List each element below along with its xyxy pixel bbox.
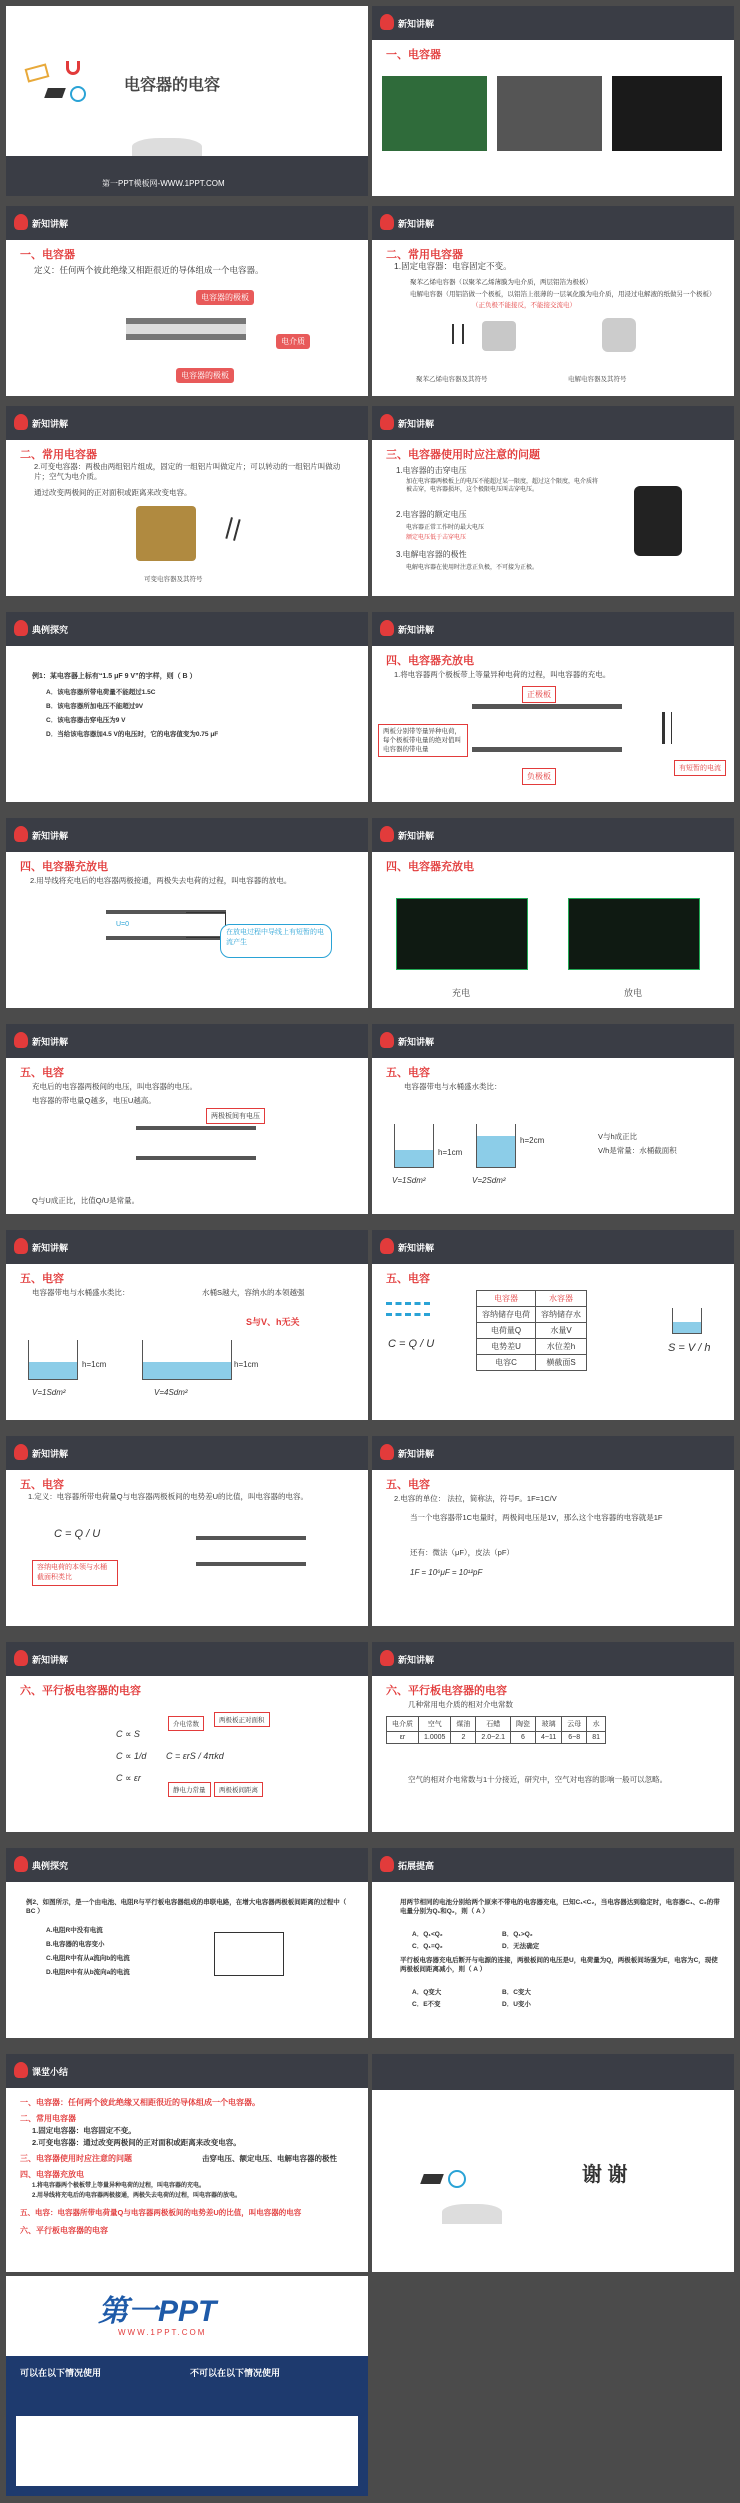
summary-6: 六、平行板电容器的电容 [20,2226,108,2235]
graduation-cap-icon [44,88,66,98]
polystyrene-text: 聚苯乙烯电容器（以聚苯乙烯薄膜为电介质，两层铝箔为极板） [410,279,592,286]
slide-heading: 五、电容 [386,1273,430,1285]
negative-plate-label: 负极板 [522,768,556,785]
section-label: 典例探究 [32,625,69,635]
slide-18[interactable] [372,1642,734,1832]
bulb-icon [14,414,28,430]
section-label: 典例探究 [32,1861,69,1871]
volume-label-2: V=4Sdm² [154,1388,188,1397]
table-row [387,1717,606,1732]
example-question: 例2、如图所示，是一个由电池、电阻R与平行板电容器组成的串联电路，在增大电容器两极板间距离的过程中（ BC ） [26,1899,347,1915]
analogy-text: 电容器带电与水桶盛水类比： [404,1082,502,1091]
parallel-plate-formula: C = εrS / 4πkd [166,1751,224,1761]
slide-13[interactable] [6,1230,368,1420]
label-distance: 两极板间距离 [214,1782,263,1797]
volume-label-1: V=1Sdm² [392,1176,426,1185]
breakdown-voltage-title: 1.电容器的击穿电压 [396,466,467,475]
caption-electrolytic: 电解电容器及其符号 [568,376,627,383]
allowed-title: 可以在以下情况使用 [20,2368,102,2378]
section-label: 新知讲解 [398,19,435,29]
analogy-text: 电容器带电与水桶盛水类比： [32,1288,130,1297]
charging-definition: 1.将电容器两个极板带上等量异种电荷的过程，叫电容器的充电。 [394,670,611,679]
table-cell: 煤油 [451,1717,476,1732]
slide-8[interactable] [372,612,734,802]
table-cell: 4~11 [535,1732,561,1744]
table-cell: 横截面S [536,1355,587,1371]
bulb-icon [380,414,394,430]
charge-note-box: 两板分别带等量异种电荷，每个极板带电量的绝对值叫电容器的带电量 [378,724,468,757]
table-cell: 容纳储存电荷 [477,1307,536,1323]
volume-label-1: V=1Sdm² [32,1388,66,1397]
water-wide [143,1362,231,1379]
relation-2: V/h是常量：水桶截面积 [598,1146,677,1155]
slide-heading: 一、电容器 [20,249,75,261]
table-cell: 6~8 [562,1732,587,1744]
book-icon [442,2204,502,2224]
option-b[interactable]: B.电容器的电容变小 [46,1941,105,1948]
bulb-icon [380,1238,394,1254]
polarity-warning: （正负极不能接反，不能接交流电） [472,302,576,309]
voltage-bubble: 两极板间有电压 [206,1108,265,1124]
table-cell: εr [387,1732,419,1744]
electrolytic-capacitor-photo [602,318,636,352]
plate-bottom [136,1156,256,1160]
slide-10[interactable] [372,818,734,1008]
rated-voltage-note: 额定电压低于击穿电压 [406,535,467,541]
page-subtitle: 第一PPT模板网-WWW.1PPT.COM [102,179,225,188]
links-panel [16,2416,358,2486]
option-b[interactable]: B．该电容器所加电压不能超过9V [46,703,144,710]
section-label: 新知讲解 [398,1655,435,1665]
positive-plate-label: 正极板 [522,686,556,703]
slide-heading: 四、电容器充放电 [20,861,108,873]
magnet-icon [66,61,80,75]
relation-1: V与h成正比 [598,1132,638,1141]
footer-banner [6,2276,368,2356]
water-mini [673,1322,701,1333]
bulb-icon [380,1032,394,1048]
summary-3-detail: 击穿电压、额定电压、电解电容器的极性 [202,2154,337,2163]
discharge-bubble-text: 在放电过程中导线上有短暂的电流产生 [226,929,324,946]
slide-heading: 三、电容器使用时应注意的问题 [386,449,540,461]
slide-heading: 六、平行板电容器的电容 [386,1685,507,1697]
table-row [477,1291,587,1307]
voltage-definition: 充电后的电容器两极间的电压，叫电容器的电压。 [32,1082,197,1091]
question-1: 用两节相同的电池分别给两个原来不带电的电容器充电，已知C₁<C₂，当电容器达到稳定时，电容器C₁、C₂的带电量分别为Q₁和Q₂，则（ A ） [400,1899,720,1915]
slide-11[interactable] [6,1024,368,1214]
bulb-icon [14,1650,28,1666]
discharging-animation [568,898,700,970]
height-label-1: h=1cm [438,1148,463,1157]
section-label: 新知讲解 [32,219,69,229]
cross-section-formula: S = V / h [668,1342,711,1354]
slide-21[interactable] [6,2054,368,2272]
table-cell: 空气 [419,1717,451,1732]
slide-12[interactable] [372,1024,734,1214]
slide-heading: 五、电容 [20,1479,64,1491]
summary-2b: 2.可变电容器：通过改变两极间的正对面积或距离来改变电容。 [32,2138,241,2147]
label-permittivity: 介电常数 [168,1716,204,1731]
polystyrene-capacitor-photo [482,321,516,351]
table-cell: 石蜡 [476,1717,511,1732]
section-label: 新知讲解 [398,831,435,841]
electrolytic-capacitors-photo [612,76,722,151]
table-cell: 2.0~2.1 [476,1732,511,1744]
summary-4b: 2.用导线将充电后的电容器两极接通，两极失去电荷的过程，叫电容器的放电。 [32,2193,242,2199]
dielectric-label: 电介质 [276,334,310,349]
analogy-note-box: 容纳电荷的本领与水桶截面积类比 [32,1560,118,1586]
table-cell: 81 [587,1732,606,1744]
height-label-2: h=1cm [234,1360,259,1369]
q1-option-d[interactable]: D．无法确定 [502,1943,540,1950]
section-label: 新知讲解 [398,219,435,229]
capacitors-photo [497,76,602,151]
slide-3[interactable] [6,206,368,396]
water-1 [395,1150,433,1167]
slide-title[interactable] [6,6,368,196]
table-cell: 水位差h [536,1339,587,1355]
slide-heading: 五、电容 [386,1479,430,1491]
caption-variable-capacitor: 可变电容器及其符号 [144,576,203,583]
section-label: 新知讲解 [32,419,69,429]
bulb-icon [14,620,28,636]
table-row [477,1339,587,1355]
option-a[interactable]: A．该电容器所带电荷量不能超过1.5C [46,689,156,696]
bulb-icon [14,826,28,842]
positive-plate [472,704,622,709]
plate-label-top: 电容器的极板 [196,290,254,305]
height-label-2: h=2cm [520,1136,545,1145]
atom-icon [448,2170,466,2188]
capacitance-definition: 1.定义：电容器所带电荷量Q与电容器两极板间的电势差U的比值，叫电容器的电容。 [28,1492,309,1501]
section-label: 新知讲解 [398,1449,435,1459]
section-label: 新知讲解 [32,1449,69,1459]
q2-option-c[interactable]: C．E不变 [412,2001,441,2008]
plate-top [196,1536,306,1540]
label-constant: 静电力常量 [168,1782,211,1797]
summary-4a: 1.将电容器两个极板带上等量异种电荷的过程，叫电容器的充电。 [32,2183,206,2189]
q2-option-a[interactable]: A．Q变大 [412,1989,442,1996]
bulb-icon [380,620,394,636]
capacitor-plate-bottom [126,334,246,340]
section-label: 新知讲解 [32,831,69,841]
slide-heading: 五、电容 [386,1067,430,1079]
section-label: 新知讲解 [398,419,435,429]
table-cell: 6 [510,1732,535,1744]
q2-option-b[interactable]: B．C变大 [502,1989,531,1996]
q1-option-a[interactable]: A．Q₁<Q₂ [412,1931,443,1938]
slide-5[interactable] [6,406,368,596]
slide-heading: 六、平行板电容器的电容 [20,1685,141,1697]
table-cell: 电容器 [477,1291,536,1307]
rated-voltage-title: 2.电容器的额定电压 [396,510,467,519]
water-2 [477,1136,515,1167]
electrolytic-capacitor-photo [634,486,682,556]
variable-capacitor-method: 通过改变两极间的正对面积或距离来改变电容。 [34,488,192,497]
slide-heading: 四、电容器充放电 [386,655,474,667]
independence-text: S与V、h无关 [246,1317,300,1327]
section-label: 新知讲解 [398,1243,435,1253]
unit-conversion: 1F = 10⁶μF = 10¹²pF [410,1568,483,1577]
bulb-icon [380,1650,394,1666]
circuit-diagram [214,1932,284,1976]
slide-heading: 二、常用电容器 [386,249,463,261]
table-row [477,1307,587,1323]
example-question: 例1：某电容器上标有“1.5 μF 9 V”的字样，则（ B ） [32,673,197,680]
voltage-zero-label: U=0 [116,921,130,928]
summary-4: 四、电容器充放电 [20,2170,84,2179]
variable-capacitor-text: 2.可变电容器：两极由两组铝片组成，固定的一组铝片叫做定片；可以转动的一组铝片叫做动片；空气为电介质。 [34,462,341,481]
breakdown-voltage-desc: 加在电容器两极板上的电压不能超过某一限度，超过这个限度，电介质将被击穿，电容器损坏，这个极限电压叫击穿电压。 [406,479,599,493]
slide-heading: 五、电容 [20,1273,64,1285]
bulb-icon [14,2062,28,2078]
charging-animation [396,898,528,970]
table-cell: 电荷量Q [477,1323,536,1339]
capacitance-formula: C = Q / U [388,1338,435,1350]
section-label: 新知讲解 [32,1243,69,1253]
caption-polystyrene: 聚苯乙烯电容器及其符号 [416,376,488,383]
table-cell: 2 [451,1732,476,1744]
rated-voltage-desc: 电容器正常工作时的最大电压 [406,525,485,531]
table-cell: 陶瓷 [510,1717,535,1732]
slide-16[interactable] [372,1436,734,1626]
bulb-icon [380,214,394,230]
summary-2: 二、常用电容器 [20,2114,76,2123]
fixed-capacitor-text: 1.固定电容器：电容固定不变。 [394,261,512,271]
table-intro: 几种常用电介质的相对介电常数 [408,1700,513,1709]
table-cell: 1.0005 [419,1732,451,1744]
section-label: 新知讲解 [398,625,435,635]
bulb-icon [380,826,394,842]
formula-distance: C ∝ 1/d [116,1751,147,1761]
battery-symbol-icon [662,712,672,744]
current-note: 有短暂的电流 [674,760,726,776]
q1-option-c[interactable]: C．Q₁=Q₂ [412,1943,443,1950]
section-label: 新知讲解 [32,1037,69,1047]
forbidden-title: 不可以在以下情况使用 [190,2368,281,2378]
plate-bottom [196,1562,306,1566]
formula-dielectric: C ∝ εr [116,1773,141,1783]
footer-url[interactable]: WWW.1PPT.COM [118,2328,207,2337]
slide-heading: 五、电容 [20,1067,64,1079]
footer-logo: 第一PPT [98,2295,217,2328]
slide-heading: 二、常用电容器 [20,449,97,461]
slide-6[interactable] [372,406,734,596]
bulb-icon [380,14,394,30]
volume-label-2: V=2Sdm² [472,1176,506,1185]
slide-2[interactable] [372,6,734,196]
plate-label-bottom: 电容器的极板 [176,368,234,383]
section-label: 拓展提高 [398,1861,435,1871]
air-note: 空气的相对介电常数与1十分接近，研究中，空气对电容的影响一般可以忽略。 [408,1775,668,1784]
capacitor-symbol-icon [452,324,464,344]
option-c[interactable]: C.电阻R中有从a流向b的电流 [46,1955,130,1962]
circuit-board-photo [382,76,487,151]
table-row [477,1323,587,1339]
thanks-text: 谢 谢 [582,2164,628,2186]
height-label-1: h=1cm [82,1360,107,1369]
negative-plate [472,747,622,752]
slide-4[interactable] [372,206,734,396]
option-d[interactable]: D.电阻R中有从b流向a的电流 [46,1969,130,1976]
atom-icon [70,86,86,102]
variable-capacitor-photo [136,506,196,561]
q1-option-b[interactable]: B．Q₁>Q₂ [502,1931,533,1938]
summary-5: 五、电容：电容器所带电荷量Q与电容器两极板间的电势差U的比值，叫电容器的电容 [20,2208,302,2217]
q2-option-d[interactable]: D．U变小 [502,2001,531,2008]
table-cell: 水量V [536,1323,587,1339]
unit-definition: 2.电容的单位： 法拉，简称法，符号F。1F=1C/V [394,1494,557,1503]
summary-2a: 1.固定电容器：电容固定不变。 [32,2126,136,2135]
bulb-icon [380,1856,394,1872]
section-label: 新知讲解 [398,1037,435,1047]
table-cell: 玻璃 [535,1717,561,1732]
formula-area: C ∝ S [116,1729,140,1739]
page-title: 电容器的电容 [124,77,221,94]
slide-14[interactable] [372,1230,734,1420]
proportionality-text: Q与U成正比，比值Q/U是常量。 [32,1196,140,1205]
capacity-text: 水桶S越大，容纳水的本领越强 [202,1288,305,1297]
bulb-icon [14,214,28,230]
option-a[interactable]: A.电阻R中没有电流 [46,1927,103,1934]
dielectric [126,324,246,334]
polarity-desc: 电解电容器在使用时注意正负极，不可接为正极。 [406,565,539,571]
section-label: 课堂小结 [32,2067,69,2077]
dielectric-table [386,1716,606,1744]
slide-17[interactable] [6,1642,368,1832]
slide-7[interactable] [6,612,368,802]
water-narrow [29,1362,77,1379]
bulb-icon [14,1856,28,1872]
table-row [387,1732,606,1744]
definition-text: 定义：任何两个彼此绝缘又相距很近的导体组成一个电容器。 [34,265,264,275]
slide-20[interactable] [372,1848,734,2038]
other-units: 还有：微法（μF），皮法（pF） [410,1548,514,1557]
slide-15[interactable] [6,1436,368,1626]
option-d[interactable]: D．当给该电容器加4.5 V的电压时，它的电容值变为0.75 μF [46,731,219,738]
discharging-caption: 放电 [624,988,643,998]
table-cell: 水容器 [536,1291,587,1307]
electrolytic-text: 电解电容器（用铝箔做一个极板，以铝箔上很薄的一层氧化膜为电介质，用浸过电解液的纸做另一个极板） [410,291,716,298]
table-cell: 电容C [477,1355,536,1371]
table-row [477,1355,587,1371]
capacitance-formula: C = Q / U [54,1528,101,1540]
slide-9[interactable] [6,818,368,1008]
option-c[interactable]: C．该电容器击穿电压为9 V [46,717,126,724]
slide-thanks[interactable] [372,2054,734,2272]
discharge-definition: 2.用导线将充电后的电容器两极接通，两极失去电荷的过程，叫电容器的放电。 [30,876,292,885]
bulb-icon [14,1032,28,1048]
footer-info [6,2356,368,2496]
bulb-icon [380,1444,394,1460]
unit-explanation: 当一个电容器带1C电量时，两极间电压是1V，那么这个电容器的电容就是1F [410,1513,663,1522]
table-cell: 水 [587,1717,606,1732]
question-2: 平行板电容器充电后断开与电源的连接，两极板间的电压是U，电荷量为Q，两极板间场强为E，电容为C，现使两极板间距离减小，则（ A ） [400,1957,718,1973]
variable-capacitor-symbol-icon [225,517,240,541]
charge-voltage-relation: 电容器的带电量Q越多，电压U越高。 [32,1096,156,1105]
bulb-icon [14,1444,28,1460]
summary-3: 三、电容器使用时应注意的问题 [20,2154,132,2163]
label-area: 两极板正对面积 [214,1712,270,1727]
table-cell: 容纳储存水 [536,1307,587,1323]
capacitor-mini [386,1302,430,1316]
analogy-table [476,1290,587,1371]
plate-top [136,1126,256,1130]
slide-heading: 四、电容器充放电 [386,861,474,873]
polarity-title: 3.电解电容器的极性 [396,550,467,559]
table-cell: 电势差U [477,1339,536,1355]
charging-caption: 充电 [452,988,471,998]
summary-1: 一、电容器：任何两个彼此绝缘又相距很近的导体组成一个电容器。 [20,2098,260,2107]
graduation-cap-icon [420,2174,444,2184]
slide-19[interactable] [6,1848,368,2038]
table-cell: 云母 [562,1717,587,1732]
table-cell: 电介质 [387,1717,419,1732]
section-label: 新知讲解 [32,1655,69,1665]
bulb-icon [14,1238,28,1254]
slide-heading: 一、电容器 [386,49,441,61]
